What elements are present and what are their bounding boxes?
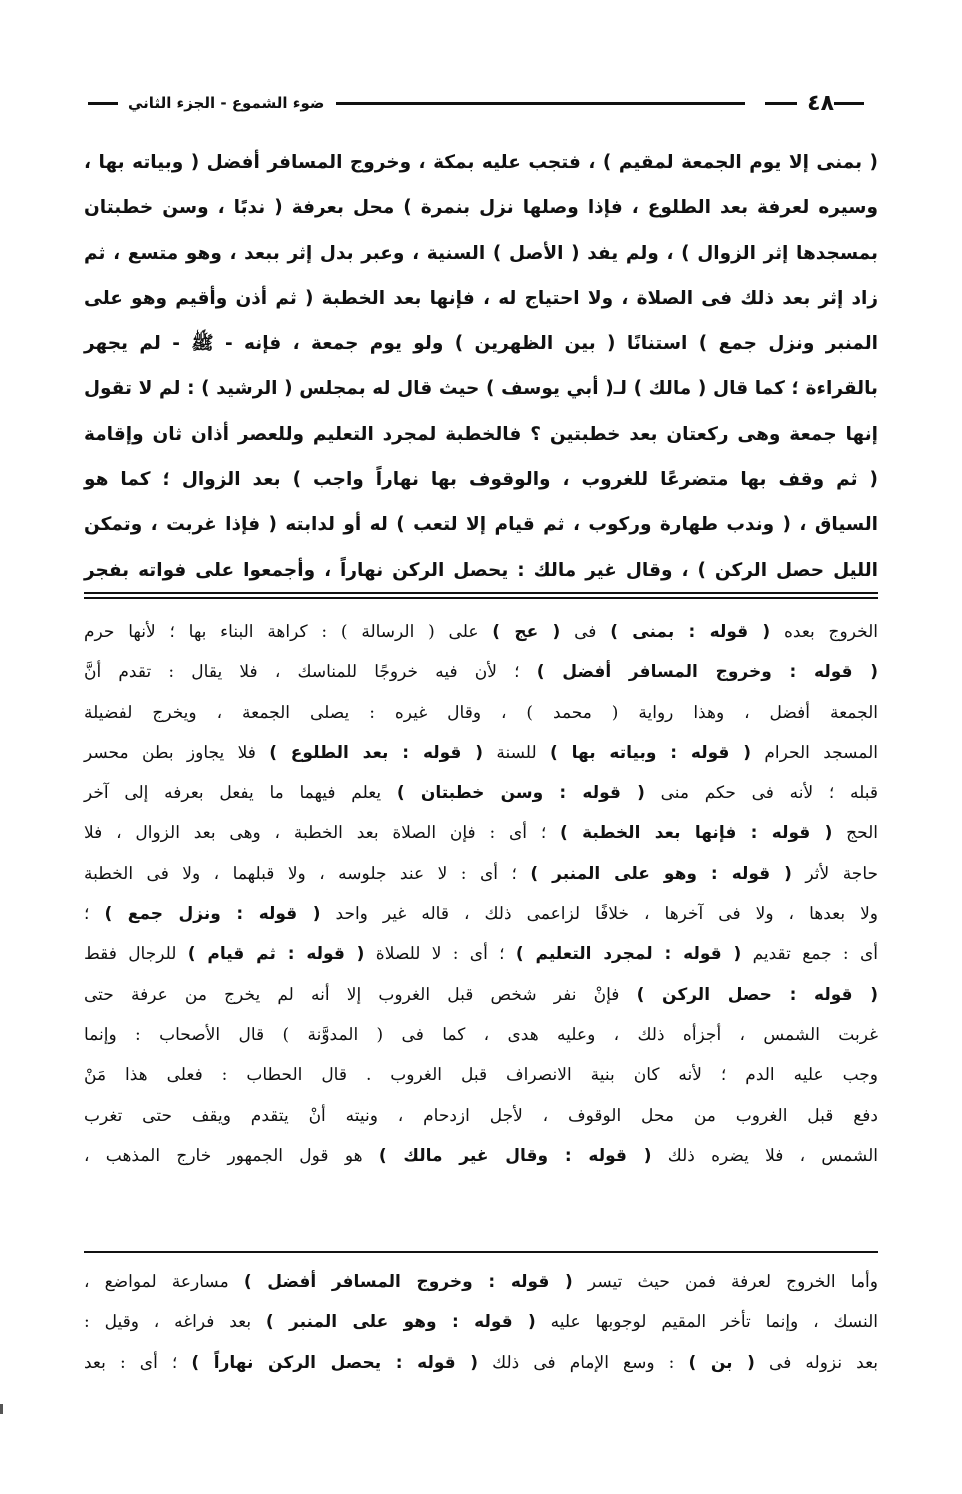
main-text [84, 140, 878, 593]
main-line: بمسجدها إثر الزوال ) ، ولم يفد ( الأصل ) السنية ، وعبر بدل إثر ببعد ، وهو متسع ، ثم [84, 242, 878, 264]
commentary-line [84, 652, 878, 692]
line-segment: الحج [832, 823, 878, 844]
quoted-term: ( قوله : بعد الطلوع ) [269, 742, 484, 763]
main-line: الليل حصل الركن ) ، وقال غير مالك : يحصل الركن نهاراً ، وأجمعوا على فواته بفجر [84, 559, 878, 581]
quoted-term: ( قوله : بمنى ) [610, 622, 771, 642]
line-segment: ؛ [84, 904, 105, 925]
line-segment: مسارعة لمواضع ، [84, 1272, 244, 1292]
main-line: بالقراءة ؛ كما قال ( مالك ) لـ( أبي يوسف ) حيث قال له بمجلس ( الرشيد ) : لم لا تقول [84, 378, 878, 400]
line-segment: على ( الرسالة ) : كراهة البناء بها ؛ لأنها حرم [84, 622, 493, 642]
quoted-term: ( قوله : ثم قيام ) [187, 944, 365, 965]
commentary-line [84, 1055, 878, 1095]
header-dash [765, 102, 797, 105]
line-segment: الخروج بعده [770, 622, 878, 642]
footnote-line [84, 1262, 878, 1302]
quoted-term: ( قوله : وهو على المنبر ) [530, 863, 792, 884]
line-segment: فلا يجاوز بطن محسر [84, 742, 270, 763]
commentary-line [84, 1015, 878, 1055]
footnote [84, 1262, 878, 1383]
line-segment: ؛ أى : لا للصلاة [364, 944, 516, 965]
quoted-term: ( قوله : وخروج المسافر أفضل ) [536, 662, 878, 683]
scan-mark [0, 1404, 3, 1414]
quoted-term: ( قوله : لمجرد التعليم ) [515, 944, 742, 965]
double-rule-divider [84, 592, 878, 599]
commentary-line [84, 975, 878, 1015]
main-line: ( بمنى إلا يوم الجمعة لمقيم ) ، فتجب عليه بمكة ، وخروج المسافر أفضل ( وبياته بها ، [84, 152, 878, 173]
quoted-term: ( قوله : وقال غير مالك ) [378, 1145, 652, 1166]
quoted-term: ( قوله : وهو على المنبر ) [265, 1312, 536, 1333]
footnote-line [84, 1302, 878, 1342]
line-segment: ؛ لأن فيه خروجًا للمناسك ، فلا يقال : تقدم أنَّ [84, 662, 537, 683]
main-line: إنها جمعة وهى ركعتان بعد خطبتين ؟ فالخطبة لمجرد التعليم وللعصر أذان ثان وإقامة [84, 423, 878, 445]
line-segment: للسنة [483, 742, 550, 763]
commentary [84, 612, 878, 1176]
line-segment: أى : جمع تقديم [741, 944, 879, 965]
quoted-term: ( قوله : ونزل جمع ) [104, 904, 321, 925]
page-number: ٤٨ [807, 90, 834, 116]
line-segment: هو قول الجمهور خارج المذهب ، [84, 1145, 379, 1166]
quoted-term: ( قوله : وسن خطبتان ) [396, 783, 645, 804]
line-segment: وأما الخروج لعرفة فمن حيث تيسر [572, 1272, 878, 1292]
line-segment: فى [560, 622, 611, 642]
quoted-term: ( قوله : وبياته بها ) [549, 742, 752, 763]
line-segment: فإنْ نفر شخص قبل الغروب إلا أنه لم يخرج من عرفة حتى [84, 984, 637, 1005]
quoted-term: ( بن ) [688, 1352, 755, 1373]
main-line: السياق ، ( وندب طهارة وركوب ، ثم قيام إلا لتعب ) له أو لدابته ( فإذا غربت ، وتمكن [84, 514, 878, 536]
main-line: المنبر ونزل جمع ) استنانًا ( بين الظهرين ) ولو يوم جمعة ، فإنه - ﷺ - لم يجهر [84, 333, 878, 355]
quoted-term: ( قوله : وخروج المسافر أفضل ) [243, 1272, 573, 1292]
line-segment: المسجد الحرام [751, 742, 878, 763]
line-segment: النسك ، وإنما تأخر المقيم لوجوبها عليه [535, 1312, 878, 1333]
footnote-line [84, 1343, 878, 1383]
commentary-line [84, 773, 878, 813]
commentary-line [84, 1096, 878, 1136]
line-segment: الشمس ، فلا يضره ذلك [651, 1145, 878, 1166]
main-line: ( ثم وقف بها متضرعًا للغروب ، والوقوف بها نهاراً واجب ) بعد الزوال ؛ كما هو [84, 469, 878, 491]
line-segment: يعلم فيهما ما يفعل بعرفه إلى آخر [84, 783, 397, 804]
line-segment: بعد نزوله فى [754, 1352, 878, 1373]
quoted-term: ( عج ) [492, 622, 561, 642]
commentary-line [84, 733, 878, 773]
commentary-line [84, 894, 878, 934]
header-dash-left [88, 102, 118, 105]
line-segment: ؛ أى : بعد [84, 1352, 192, 1373]
header-dash-right [834, 102, 864, 105]
line-segment: ؛ أى : لا عند جلوسه ، ولا قبلهما ، ولا فى الخطبة [84, 863, 531, 884]
line-segment: الجمعة أفضل ، وهذا رواية ( محمد ) ، وقال غيره : يصلى الجمعة ، ويخرج لفضيلة [84, 702, 878, 723]
line-segment: دفع قبل الغروب من محل الوقوف ، لأجل ازدحام ، ونيته أنْ يتقدم ويقف حتى تغرب [84, 1105, 878, 1126]
line-segment: ولا بعدها ، ولا فى آخرها ، خلافًا لزاعمى ذلك ، قاله غير واحد [320, 904, 878, 925]
footnote-divider [84, 1251, 878, 1253]
commentary-line [84, 693, 878, 733]
quoted-term: ( قوله : حصل الركن ) [636, 984, 878, 1005]
commentary-line [84, 612, 878, 652]
commentary-line [84, 1136, 878, 1176]
line-segment: ؛ أى : فإن الصلاة بعد الخطبة ، وهى بعد الزوال ، فلا [84, 823, 561, 844]
line-segment: بعد فراغه ، وقيل : [84, 1312, 266, 1333]
main-line: وسيره لعرفة بعد الطلوع ، فإذا وصلها نزل بنمرة ) محل بعرفة ( ندبًا ، وسن خطبتان [84, 197, 878, 219]
header-rule [336, 102, 745, 105]
line-segment: للرجال فقط [84, 944, 188, 965]
quoted-term: ( قوله : يحصل الركن نهاراً ) [191, 1352, 479, 1373]
commentary-line [84, 813, 878, 853]
line-segment: قبله ؛ لأنه فى حكم منى [644, 783, 878, 804]
line-segment: : وسع الإمام فى ذلك [478, 1352, 689, 1373]
line-segment: حاجة لأثر [791, 863, 879, 884]
page-header [88, 88, 874, 118]
quoted-term: ( قوله : فإنها بعد الخطبة ) [560, 823, 833, 844]
line-segment: غربت الشمس ، أجزأه ذلك ، وعليه هدى ، كما فى ( المدوَّنة ) قال الأصحاب : وإنما [84, 1024, 878, 1045]
running-title: ضوء الشموع - الجزء الثاني [128, 94, 325, 112]
commentary-line [84, 854, 878, 894]
main-line: زاد إثر بعد ذلك فى الصلاة ، ولا احتياج له ، فإنها بعد الخطبة ( ثم أذن وأقيم وهو على [84, 287, 878, 309]
commentary-line [84, 934, 878, 974]
line-segment: وجب عليه الدم ؛ لأنه كان بنية الانصراف قبل الغروب . قال الحطاب : فعلى هذا مَنْ [84, 1065, 878, 1086]
